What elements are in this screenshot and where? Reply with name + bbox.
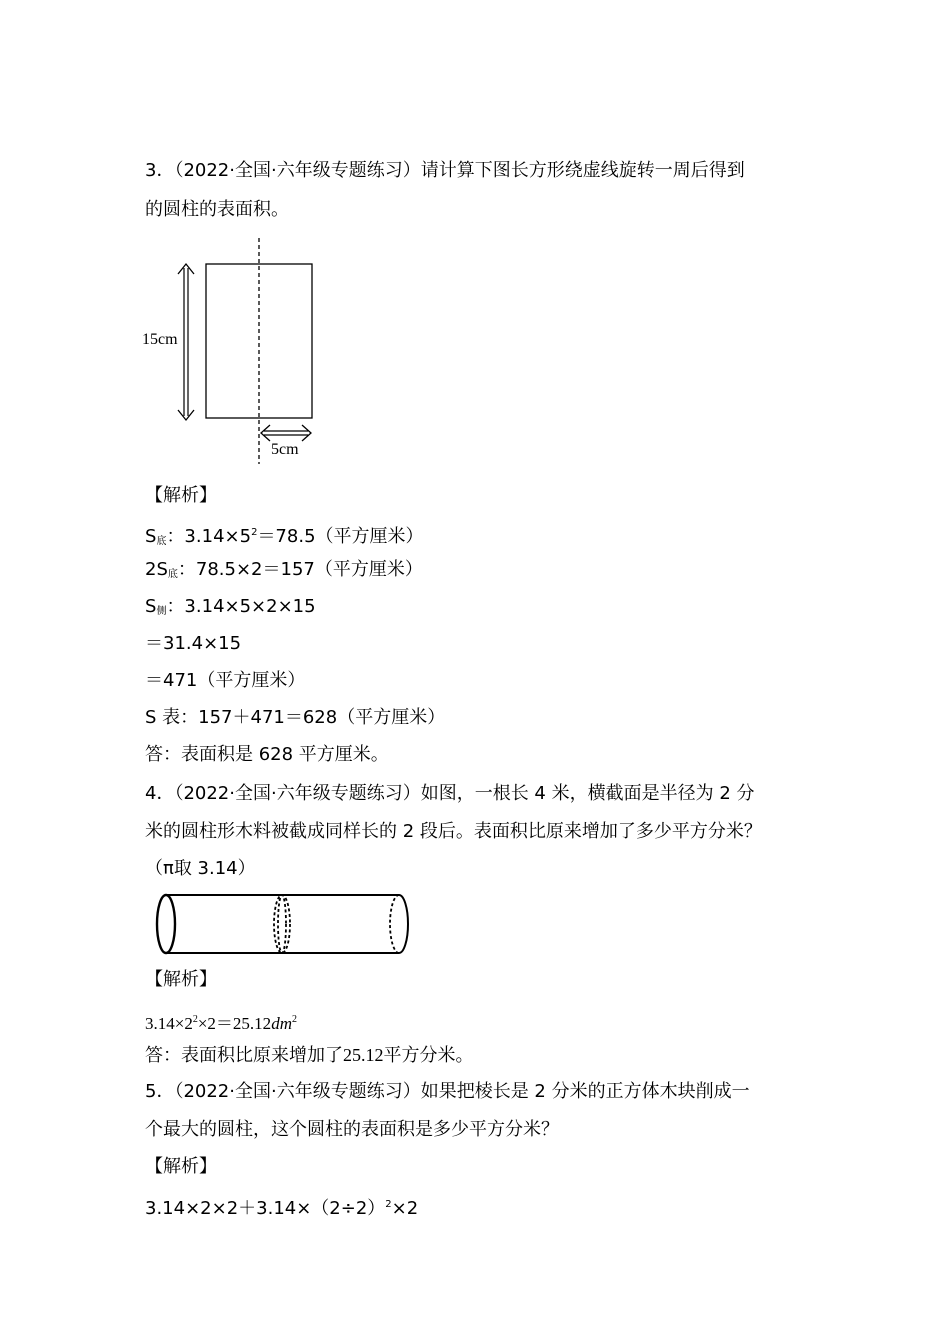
q3-step-side-area-2: ＝31.4×15 bbox=[145, 633, 242, 654]
width-label: 5cm bbox=[271, 441, 299, 458]
cut-section-outer bbox=[274, 895, 290, 953]
q3-answer: 答：表面积是 628 平方厘米。 bbox=[145, 744, 389, 765]
q4-formula: $3.14\times 2^2\times 2=25.12dm^2$ bbox=[145, 1014, 297, 1033]
q3-step-total: S 表：157＋471＝628（平方厘米） bbox=[145, 707, 446, 728]
cylinder-left-end bbox=[157, 895, 175, 953]
cylinder-right-end-hidden bbox=[390, 895, 399, 953]
q4-text-line3: （π取 3.14） bbox=[145, 858, 256, 879]
q4-analysis-heading: 【解析】 bbox=[145, 969, 217, 990]
q4-text-line1: 4．（2022·全国·六年级专题练习）如图，一根长 4 米，横截面是半径为 2 分 bbox=[145, 783, 755, 804]
q3-text-line1: 3．（2022·全国·六年级专题练习）请计算下图长方形绕虚线旋转一周后得到 bbox=[145, 160, 745, 181]
width-double-arrow bbox=[261, 425, 311, 441]
q3-step-side-area: $S_侧$：3.14×5×2×15 bbox=[145, 596, 316, 617]
height-double-arrow bbox=[178, 264, 194, 420]
q3-step-side-area-3: ＝471（平方厘米） bbox=[145, 670, 306, 691]
q5-calculation: $3.14\times 2\times 2+3.14\times(2\div 2)^2\times 2$ bbox=[145, 1198, 419, 1219]
q3-text-line2: 的圆柱的表面积。 bbox=[145, 199, 289, 220]
q3-analysis-heading: 【解析】 bbox=[145, 485, 217, 506]
q3-step-base-area: $S_底$：$3.14\times 5^2=78.5$（平方厘米） bbox=[145, 526, 424, 547]
q4-answer: 答：表面积比原来增加了25.12平方分米。 bbox=[145, 1045, 474, 1066]
q3-step-two-bases: $2S_底$：78.5×2＝157（平方厘米） bbox=[145, 559, 423, 580]
height-label: 15cm bbox=[142, 331, 178, 348]
q5-text-line2: 个最大的圆柱，这个圆柱的表面积是多少平方分米？ bbox=[145, 1119, 559, 1140]
q5-analysis-heading: 【解析】 bbox=[145, 1156, 217, 1177]
cylinder-right-end-front bbox=[399, 895, 408, 953]
cut-section-inner bbox=[278, 895, 286, 953]
q4-text-line2: 米的圆柱形木料被截成同样长的 2 段后。表面积比原来增加了多少平方分米？ bbox=[145, 821, 762, 842]
q4-cylinder-figure bbox=[150, 890, 415, 960]
q3-rectangle-figure bbox=[140, 236, 330, 468]
q5-text-line1: 5．（2022·全国·六年级专题练习）如果把棱长是 2 分米的正方体木块削成一 bbox=[145, 1081, 750, 1102]
